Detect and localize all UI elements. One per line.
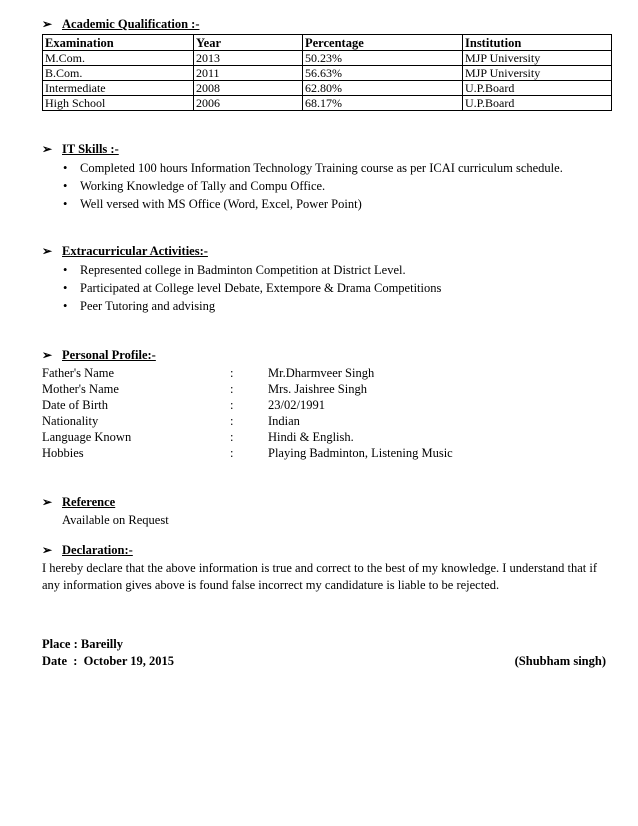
- declaration-text: I hereby declare that the above information is true and correct to the best of my knowledge. I understand that if any information gives above is found false incorrect my candidature is liable to be rejected.: [42, 561, 598, 592]
- column-header: Institution: [463, 35, 612, 51]
- table-header-row: [43, 35, 612, 51]
- table-cell: 50.23%: [303, 51, 463, 66]
- personal-profile-list: [42, 365, 612, 461]
- date-signature-line: [42, 653, 612, 670]
- academic-table: [42, 34, 612, 111]
- column-header: Percentage: [303, 35, 463, 51]
- bullet-icon: •: [63, 161, 68, 175]
- arrow-bullet-icon: ➢: [42, 348, 53, 362]
- declaration-heading-text: Declaration:-: [62, 543, 133, 557]
- profile-value: Mrs. Jaishree Singh: [268, 382, 367, 396]
- table-row: [43, 81, 612, 96]
- table-cell: 56.63%: [303, 66, 463, 81]
- table-cell: 2008: [194, 81, 303, 96]
- profile-separator: :: [230, 430, 234, 444]
- table-cell: High School: [43, 96, 194, 111]
- table-cell: MJP University: [463, 51, 612, 66]
- table-cell: 2011: [194, 66, 303, 81]
- table-cell: 2006: [194, 96, 303, 111]
- profile-value: 23/02/1991: [268, 398, 325, 412]
- table-row: [43, 96, 612, 111]
- arrow-bullet-icon: ➢: [42, 142, 53, 156]
- arrow-bullet-icon: ➢: [42, 495, 53, 509]
- profile-row-language: [42, 429, 612, 445]
- table-cell: Intermediate: [43, 81, 194, 96]
- column-header: Examination: [43, 35, 194, 51]
- profile-value: Playing Badminton, Listening Music: [268, 446, 453, 460]
- bullet-icon: •: [63, 299, 68, 313]
- arrow-bullet-icon: ➢: [42, 17, 53, 31]
- profile-row-dob: [42, 397, 612, 413]
- extracurricular-heading: [42, 243, 612, 261]
- profile-label: Hobbies: [42, 446, 84, 460]
- profile-separator: :: [230, 366, 234, 380]
- profile-label: Date of Birth: [42, 398, 108, 412]
- reference-heading-text: Reference: [62, 495, 116, 509]
- table-cell: B.Com.: [43, 66, 194, 81]
- table-cell: 68.17%: [303, 96, 463, 111]
- table-row: [43, 51, 612, 66]
- extracurricular-list: [42, 261, 612, 315]
- arrow-bullet-icon: ➢: [42, 543, 53, 557]
- declaration-heading: [42, 542, 612, 560]
- extracurricular-heading-text: Extracurricular Activities:-: [62, 244, 208, 258]
- table-row: [43, 66, 612, 81]
- profile-row-nationality: [42, 413, 612, 429]
- profile-value: Indian: [268, 414, 300, 428]
- reference-text: Available on Request: [62, 513, 169, 527]
- column-header: Year: [194, 35, 303, 51]
- academic-heading-text: Academic Qualification :-: [62, 17, 200, 31]
- profile-separator: :: [230, 382, 234, 396]
- list-item: • Peer Tutoring and advising: [63, 299, 216, 313]
- bullet-icon: •: [63, 281, 68, 295]
- date-line: Date : October 19, 2015: [42, 654, 175, 668]
- it-skills-heading-text: IT Skills :-: [62, 142, 119, 156]
- profile-row-hobbies: [42, 445, 612, 461]
- profile-label: Language Known: [42, 430, 132, 444]
- personal-profile-heading: [42, 347, 612, 365]
- profile-row-father: [42, 365, 612, 381]
- signature-name: (Shubham singh): [514, 654, 606, 668]
- list-item: • Represented college in Badminton Competition at District Level.: [63, 263, 406, 277]
- profile-row-mother: [42, 381, 612, 397]
- place-line: Place : Bareilly: [42, 637, 123, 651]
- bullet-icon: •: [63, 179, 68, 193]
- academic-heading: [42, 16, 612, 34]
- list-item: • Completed 100 hours Information Technology Training course as per ICAI curriculum schedule.: [63, 161, 563, 175]
- profile-label: Father's Name: [42, 366, 115, 380]
- table-cell: M.Com.: [43, 51, 194, 66]
- profile-label: Mother's Name: [42, 382, 119, 396]
- bullet-icon: •: [63, 197, 68, 211]
- profile-separator: :: [230, 446, 234, 460]
- personal-profile-heading-text: Personal Profile:-: [62, 348, 156, 362]
- table-cell: U.P.Board: [463, 96, 612, 111]
- table-cell: 62.80%: [303, 81, 463, 96]
- profile-separator: :: [230, 398, 234, 412]
- bullet-icon: •: [63, 263, 68, 277]
- list-item: • Participated at College level Debate, Extempore & Drama Competitions: [63, 281, 442, 295]
- table-cell: U.P.Board: [463, 81, 612, 96]
- it-skills-list: [42, 159, 612, 213]
- reference-heading: [42, 494, 612, 512]
- arrow-bullet-icon: ➢: [42, 244, 53, 258]
- resume-page: [42, 16, 612, 670]
- list-item: • Well versed with MS Office (Word, Excel, Power Point): [63, 197, 362, 211]
- profile-label: Nationality: [42, 414, 99, 428]
- profile-value: Hindi & English.: [268, 430, 354, 444]
- profile-separator: :: [230, 414, 234, 428]
- it-skills-heading: [42, 141, 612, 159]
- table-cell: MJP University: [463, 66, 612, 81]
- table-cell: 2013: [194, 51, 303, 66]
- profile-value: Mr.Dharmveer Singh: [268, 366, 375, 380]
- list-item: • Working Knowledge of Tally and Compu Office.: [63, 179, 326, 193]
